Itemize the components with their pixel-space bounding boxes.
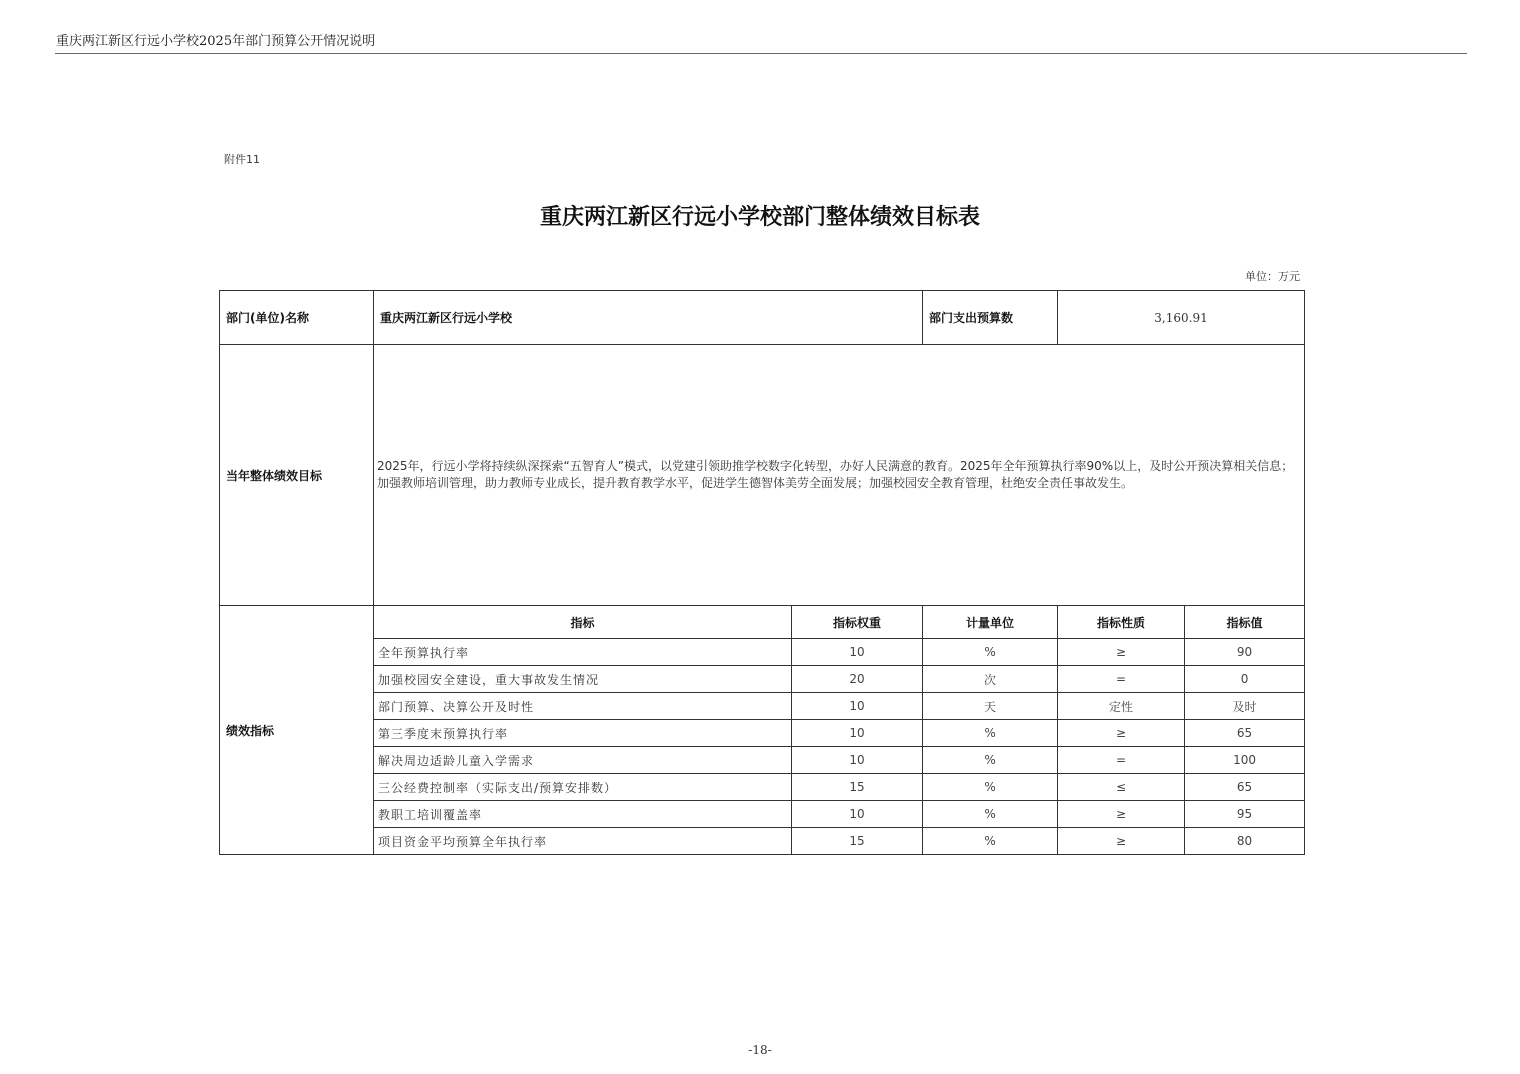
dept-info-row <box>220 291 1305 345</box>
indicator-value: 90 <box>1185 639 1305 666</box>
indicator-value: 0 <box>1185 666 1305 693</box>
indicator-header-row <box>220 606 1305 639</box>
indicator-unit: % <box>923 774 1058 801</box>
indicator-value: 100 <box>1185 747 1305 774</box>
indicator-value: 95 <box>1185 801 1305 828</box>
indicator-weight: 10 <box>792 639 923 666</box>
indicator-weight: 10 <box>792 720 923 747</box>
indicators-label: 绩效指标 <box>220 606 374 855</box>
indicator-name: 解决周边适龄儿童入学需求 <box>374 747 792 774</box>
goal-label: 当年整体绩效目标 <box>220 345 374 606</box>
table-row <box>220 801 1305 828</box>
indicator-weight: 15 <box>792 828 923 855</box>
document-title: 重庆两江新区行远小学校部门整体绩效目标表 <box>539 204 980 230</box>
table-row <box>220 774 1305 801</box>
indicator-name: 三公经费控制率（实际支出/预算安排数） <box>374 774 792 801</box>
indicator-nature: ≥ <box>1058 720 1185 747</box>
indicator-nature: ≤ <box>1058 774 1185 801</box>
column-header-nature: 指标性质 <box>1058 606 1185 639</box>
indicator-value: 65 <box>1185 720 1305 747</box>
indicator-weight: 15 <box>792 774 923 801</box>
indicator-weight: 10 <box>792 801 923 828</box>
indicator-unit: % <box>923 828 1058 855</box>
indicator-name: 项目资金平均预算全年执行率 <box>374 828 792 855</box>
table-row <box>220 666 1305 693</box>
goal-row <box>220 345 1305 606</box>
indicator-weight: 20 <box>792 666 923 693</box>
table-row <box>220 693 1305 720</box>
table-row <box>220 720 1305 747</box>
indicator-value: 80 <box>1185 828 1305 855</box>
indicator-nature: ≥ <box>1058 639 1185 666</box>
indicator-name: 部门预算、决算公开及时性 <box>374 693 792 720</box>
indicator-nature: = <box>1058 666 1185 693</box>
indicator-weight: 10 <box>792 747 923 774</box>
column-header-indicator: 指标 <box>374 606 792 639</box>
column-header-unit: 计量单位 <box>923 606 1058 639</box>
performance-target-table <box>219 290 1305 855</box>
indicator-nature: ≥ <box>1058 828 1185 855</box>
unit-note: 单位：万元 <box>1245 270 1300 283</box>
table-row <box>220 828 1305 855</box>
indicator-value: 65 <box>1185 774 1305 801</box>
column-header-weight: 指标权重 <box>792 606 923 639</box>
header-divider <box>55 53 1467 54</box>
budget-label: 部门支出预算数 <box>923 291 1058 345</box>
attachment-label: 附件11 <box>224 153 260 166</box>
indicator-unit: % <box>923 639 1058 666</box>
budget-value: 3,160.91 <box>1058 291 1305 345</box>
running-header: 重庆两江新区行远小学校2025年部门预算公开情况说明 <box>56 34 376 49</box>
indicator-name: 第三季度末预算执行率 <box>374 720 792 747</box>
column-header-value: 指标值 <box>1185 606 1305 639</box>
indicator-unit: % <box>923 801 1058 828</box>
indicator-unit: % <box>923 747 1058 774</box>
indicator-weight: 10 <box>792 693 923 720</box>
indicator-unit: 天 <box>923 693 1058 720</box>
indicator-name: 教职工培训覆盖率 <box>374 801 792 828</box>
indicator-nature: 定性 <box>1058 693 1185 720</box>
indicator-unit: 次 <box>923 666 1058 693</box>
table-row <box>220 747 1305 774</box>
table-row <box>220 639 1305 666</box>
dept-name-label: 部门(单位)名称 <box>220 291 374 345</box>
indicator-name: 加强校园安全建设，重大事故发生情况 <box>374 666 792 693</box>
goal-text: 2025年，行远小学将持续纵深探索“五智育人”模式，以党建引领助推学校数字化转型，办好人民满意的教育。2025年全年预算执行率90%以上，及时公开预决算相关信息；加强教师培训管理，助力教师专业成长，提升教育教学水平，促进学生德智体美劳全面发展；加强校园安全教育管理，杜绝安全责任事故发生。 <box>374 345 1305 606</box>
indicator-nature: ≥ <box>1058 801 1185 828</box>
indicator-unit: % <box>923 720 1058 747</box>
indicator-name: 全年预算执行率 <box>374 639 792 666</box>
indicator-value: 及时 <box>1185 693 1305 720</box>
page-number: -18- <box>748 1043 772 1057</box>
indicator-nature: = <box>1058 747 1185 774</box>
dept-name-value: 重庆两江新区行远小学校 <box>374 291 923 345</box>
